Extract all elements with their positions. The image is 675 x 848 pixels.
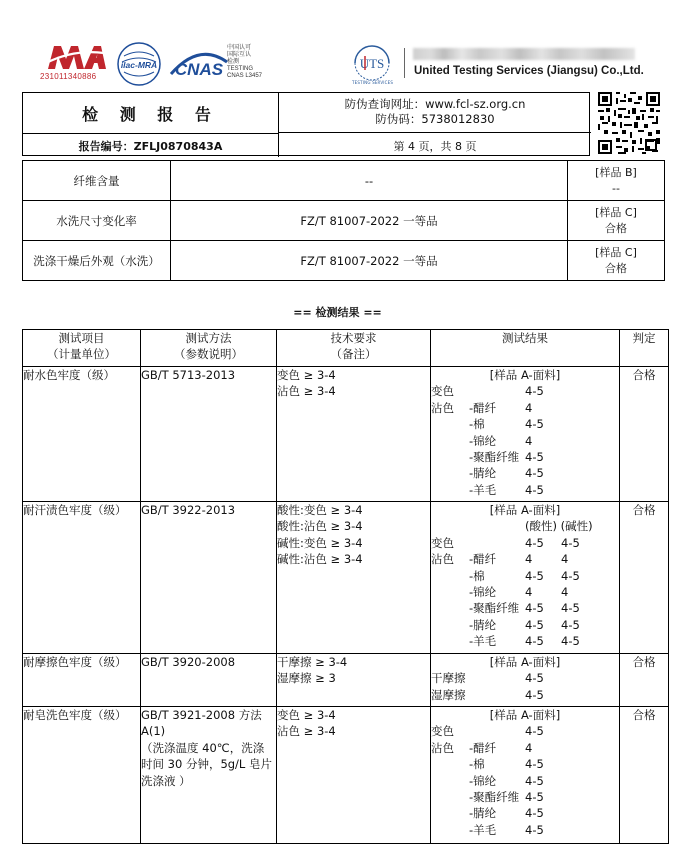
result-v1: 4-5 (525, 449, 544, 464)
test-item-label: 耐摩擦色牢度（级） (23, 655, 127, 669)
result-v1: 4-5 (525, 384, 544, 399)
result-v1: 4-5 (525, 535, 544, 550)
result-v2 (561, 805, 591, 821)
result-v1: 4 (525, 740, 533, 755)
result-v2: 4-5 (561, 601, 580, 616)
test-method (141, 654, 277, 707)
result-block (431, 654, 619, 703)
result-line (431, 723, 619, 739)
judgement (620, 502, 669, 654)
result-v1: 4-5 (525, 757, 544, 772)
test-result (431, 707, 620, 844)
requirement-line: 碱性:变色 ≥ 3-4 (277, 535, 363, 550)
result-v2 (561, 416, 591, 432)
result-v2: 4 (561, 584, 569, 599)
table-row (23, 707, 669, 844)
result-k (431, 416, 469, 432)
result-f: -羊毛 (469, 482, 497, 497)
requirement: FZ/T 81007-2022 一等品 (171, 201, 568, 241)
test-item-label: 耐汗渍色牢度（级） (23, 503, 127, 517)
table-row (23, 502, 669, 654)
result: [样品 C] 合格 (568, 241, 665, 281)
report-header (22, 92, 590, 156)
requirement-line: 碱性:沾色 ≥ 3-4 (277, 552, 363, 567)
result-line (431, 687, 619, 703)
result-k (431, 633, 469, 649)
test-item-label: 耐皂洗色牢度（级） (23, 708, 127, 722)
result-v1: 4-5 (525, 671, 544, 686)
logo-divider (404, 48, 405, 78)
result-v1: 4 (525, 584, 533, 599)
result-v1: 4-5 (525, 568, 544, 583)
table-row (23, 654, 669, 707)
result-v2 (561, 449, 591, 465)
result-f: -腈纶 (469, 617, 497, 632)
result-f: -棉 (469, 568, 485, 583)
result: [样品 C] 合格 (568, 201, 665, 241)
result-k (431, 805, 469, 821)
result-v2 (561, 670, 591, 686)
sample-label: [样品 A-面料] (489, 708, 561, 722)
result-line (431, 416, 619, 432)
test-item (23, 502, 141, 654)
result-k: 变色 (431, 724, 454, 739)
result-f: -醋纤 (469, 400, 497, 415)
result-v1: 4-5 (525, 601, 544, 616)
requirement-line: 沾色 ≥ 3-4 (277, 384, 336, 399)
result-v1: 4 (525, 400, 533, 415)
result-line (431, 383, 619, 399)
test-method (141, 502, 277, 654)
uts-logo (351, 45, 393, 81)
test-result (431, 654, 620, 707)
cnas-accreditation-text: 中国认可 国际互认 检测 TESTING CNAS L3457 (227, 45, 263, 79)
result-line (431, 670, 619, 686)
result-line (431, 633, 619, 649)
result-v2 (561, 433, 591, 449)
result-k: 沾色 (431, 552, 454, 567)
result-f (469, 535, 525, 551)
judgement-label: 合格 (632, 708, 656, 722)
result-k (431, 482, 469, 498)
requirement-line: 酸性:沾色 ≥ 3-4 (277, 519, 363, 534)
requirement: -- (171, 161, 568, 201)
test-method-line: GB/T 3920-2008 (141, 655, 236, 669)
table-row (23, 161, 665, 201)
requirement-line: 干摩擦 ≥ 3-4 (277, 655, 348, 669)
result-line (431, 551, 619, 567)
judgement-label: 合格 (632, 503, 656, 517)
requirement (277, 367, 431, 502)
table-row (23, 241, 665, 281)
test-item: 水洗尺寸变化率 (23, 201, 171, 241)
result-f: -锦纶 (469, 584, 497, 599)
result-k (431, 600, 469, 616)
result-v2 (561, 482, 591, 498)
test-item-label: 耐水色牢度（级） (23, 368, 115, 382)
result-v1: 4 (525, 433, 533, 448)
table-header-row (23, 330, 669, 367)
requirement-line: 变色 ≥ 3-4 (277, 708, 336, 722)
test-method (141, 707, 277, 844)
result-f (469, 723, 525, 739)
result-line (431, 535, 619, 551)
result-v1: 4-5 (525, 687, 544, 702)
result-f: -腈纶 (469, 806, 497, 821)
result-f: -棉 (469, 417, 485, 432)
result-k (431, 449, 469, 465)
spacer (431, 518, 525, 534)
judgement (620, 654, 669, 707)
result-v2 (561, 789, 591, 805)
report-number: 报告编号：ZFLJ0870843A (23, 134, 279, 157)
result-v2 (561, 773, 591, 789)
result-subheader (431, 518, 619, 534)
test-method-line: GB/T 3922-2013 (141, 503, 236, 517)
result-k (431, 773, 469, 789)
test-result (431, 367, 620, 502)
column-header-result: 测试结果 (431, 330, 620, 367)
test-method-line: GB/T 3921-2008 方法 (141, 708, 262, 722)
sample-label: [样品 A-面料] (489, 655, 561, 669)
result-line (431, 600, 619, 616)
column-header-method: 测试方法 （参数说明） (141, 330, 277, 367)
acid-alkali-header: (酸性) (碱性) (525, 519, 593, 534)
result-block (431, 367, 619, 498)
test-method-line: A(1) (141, 724, 166, 739)
result-k: 变色 (431, 535, 454, 550)
result-line (431, 584, 619, 600)
test-item: 洗涤干燥后外观（水洗） (23, 241, 171, 281)
result-v2 (561, 822, 591, 838)
requirement-line: 沾色 ≥ 3-4 (277, 724, 336, 739)
company-name: United Testing Services (Jiangsu) Co.,Ltd. (414, 65, 644, 77)
result-k (431, 465, 469, 481)
result-f: -羊毛 (469, 822, 497, 837)
svg-text:UTS: UTS (359, 56, 385, 71)
result-v2 (561, 723, 591, 739)
result-line (431, 740, 619, 756)
cnas-logo (167, 44, 231, 84)
page-number: 第 4 页，共 8 页 (393, 139, 477, 153)
result-line (431, 617, 619, 633)
cma-number: 231011340886 (40, 72, 97, 81)
result-v1: 4-5 (525, 466, 544, 481)
result-f: -羊毛 (469, 634, 497, 649)
requirement-line: 变色 ≥ 3-4 (277, 368, 336, 382)
verify-url: 防伪查询网址：www.fcl-sz.org.cn (344, 97, 526, 111)
result-v2 (561, 687, 591, 703)
test-method-line: 时间 30 分钟，5g/L 皂片 (141, 757, 272, 772)
result-line (431, 822, 619, 838)
result-v2: 4 (561, 552, 569, 567)
summary-table (22, 160, 665, 281)
result-block (431, 502, 619, 650)
result-k: 湿摩擦 (431, 687, 466, 702)
result-line (431, 400, 619, 416)
result-v2: 4-5 (561, 568, 580, 583)
result-k: 沾色 (431, 740, 454, 755)
result-f: -醋纤 (469, 552, 497, 567)
result-line (431, 449, 619, 465)
result-k: 沾色 (431, 400, 454, 415)
result-v1: 4 (525, 552, 533, 567)
result-k: 干摩擦 (431, 671, 466, 686)
verification-info (279, 93, 591, 133)
result-v1: 4-5 (525, 724, 544, 739)
test-item (23, 654, 141, 707)
result-f: -聚酯纤维 (469, 449, 520, 464)
result-f: -锦纶 (469, 433, 497, 448)
result-v2 (561, 756, 591, 772)
result-v2: 4-5 (561, 535, 580, 550)
result-v1: 4-5 (525, 617, 544, 632)
result-block (431, 707, 619, 838)
svg-text:ilac-MRA: ilac-MRA (120, 60, 158, 70)
requirement-line: 酸性:变色 ≥ 3-4 (277, 503, 363, 517)
svg-text:CNAS: CNAS (174, 60, 224, 79)
test-result (431, 502, 620, 654)
requirement-line: 湿摩擦 ≥ 3 (277, 671, 336, 686)
result-v2: 4-5 (561, 634, 580, 649)
test-item (23, 707, 141, 844)
result-k (431, 568, 469, 584)
verify-code: 防伪码：5738012830 (375, 112, 495, 126)
uts-sub-text: TESTING SERVICES (352, 80, 394, 85)
judgement (620, 707, 669, 844)
result-v1: 4-5 (525, 773, 544, 788)
table-row (23, 201, 665, 241)
ilac-mra-logo (115, 40, 163, 88)
result-v1: 4-5 (525, 634, 544, 649)
test-method-line: （洗涤温度 40℃，洗涤 (141, 740, 265, 755)
result-v2 (561, 740, 591, 756)
result-k (431, 433, 469, 449)
result-line (431, 433, 619, 449)
requirement (277, 707, 431, 844)
logo-bar (0, 0, 675, 90)
result-v2: 4-5 (561, 617, 580, 632)
results-heading: == 检测结果 == (293, 306, 382, 319)
test-method (141, 367, 277, 502)
result-f: -腈纶 (469, 466, 497, 481)
result-k (431, 822, 469, 838)
result-line (431, 789, 619, 805)
test-item: 纤维含量 (23, 161, 171, 201)
requirement (277, 654, 431, 707)
cma-logo (44, 43, 106, 71)
result-k (431, 617, 469, 633)
column-header-requirement: 技术要求 （备注） (277, 330, 431, 367)
test-item (23, 367, 141, 502)
result-v1: 4-5 (525, 822, 544, 837)
table-row (23, 367, 669, 502)
result-f: -醋纤 (469, 740, 497, 755)
result-v1: 4-5 (525, 417, 544, 432)
test-method-line: GB/T 5713-2013 (141, 368, 236, 382)
result-f: -聚酯纤维 (469, 789, 520, 804)
result-k (431, 789, 469, 805)
sample-label: [样品 A-面料] (489, 368, 561, 382)
report-title: 检 测 报 告 (23, 93, 279, 134)
blurred-chinese-company-name (413, 48, 635, 60)
result-f: -棉 (469, 757, 485, 772)
result-f: -聚酯纤维 (469, 601, 520, 616)
result-line (431, 756, 619, 772)
test-method-line: 洗涤液 ） (141, 773, 191, 788)
result-f: -锦纶 (469, 773, 497, 788)
judgement-label: 合格 (632, 368, 656, 382)
result-f (469, 383, 525, 399)
result-v2 (561, 400, 591, 416)
result-v1: 4-5 (525, 482, 544, 497)
judgement-label: 合格 (632, 655, 656, 669)
result-line (431, 465, 619, 481)
requirement: FZ/T 81007-2022 一等品 (171, 241, 568, 281)
results-table (22, 329, 669, 844)
result-line (431, 568, 619, 584)
result-line (431, 773, 619, 789)
result: [样品 B] -- (568, 161, 665, 201)
result-v2 (561, 383, 591, 399)
result-v1: 4-5 (525, 789, 544, 804)
sample-label: [样品 A-面料] (489, 503, 561, 517)
column-header-item: 测试项目 （计量单位） (23, 330, 141, 367)
judgement (620, 367, 669, 502)
result-v2 (561, 465, 591, 481)
result-k: 变色 (431, 384, 454, 399)
result-k (431, 756, 469, 772)
result-line (431, 805, 619, 821)
requirement (277, 502, 431, 654)
result-v1: 4-5 (525, 806, 544, 821)
column-header-judgement: 判定 (620, 330, 669, 367)
qr-code (598, 92, 660, 154)
result-k (431, 584, 469, 600)
result-line (431, 482, 619, 498)
